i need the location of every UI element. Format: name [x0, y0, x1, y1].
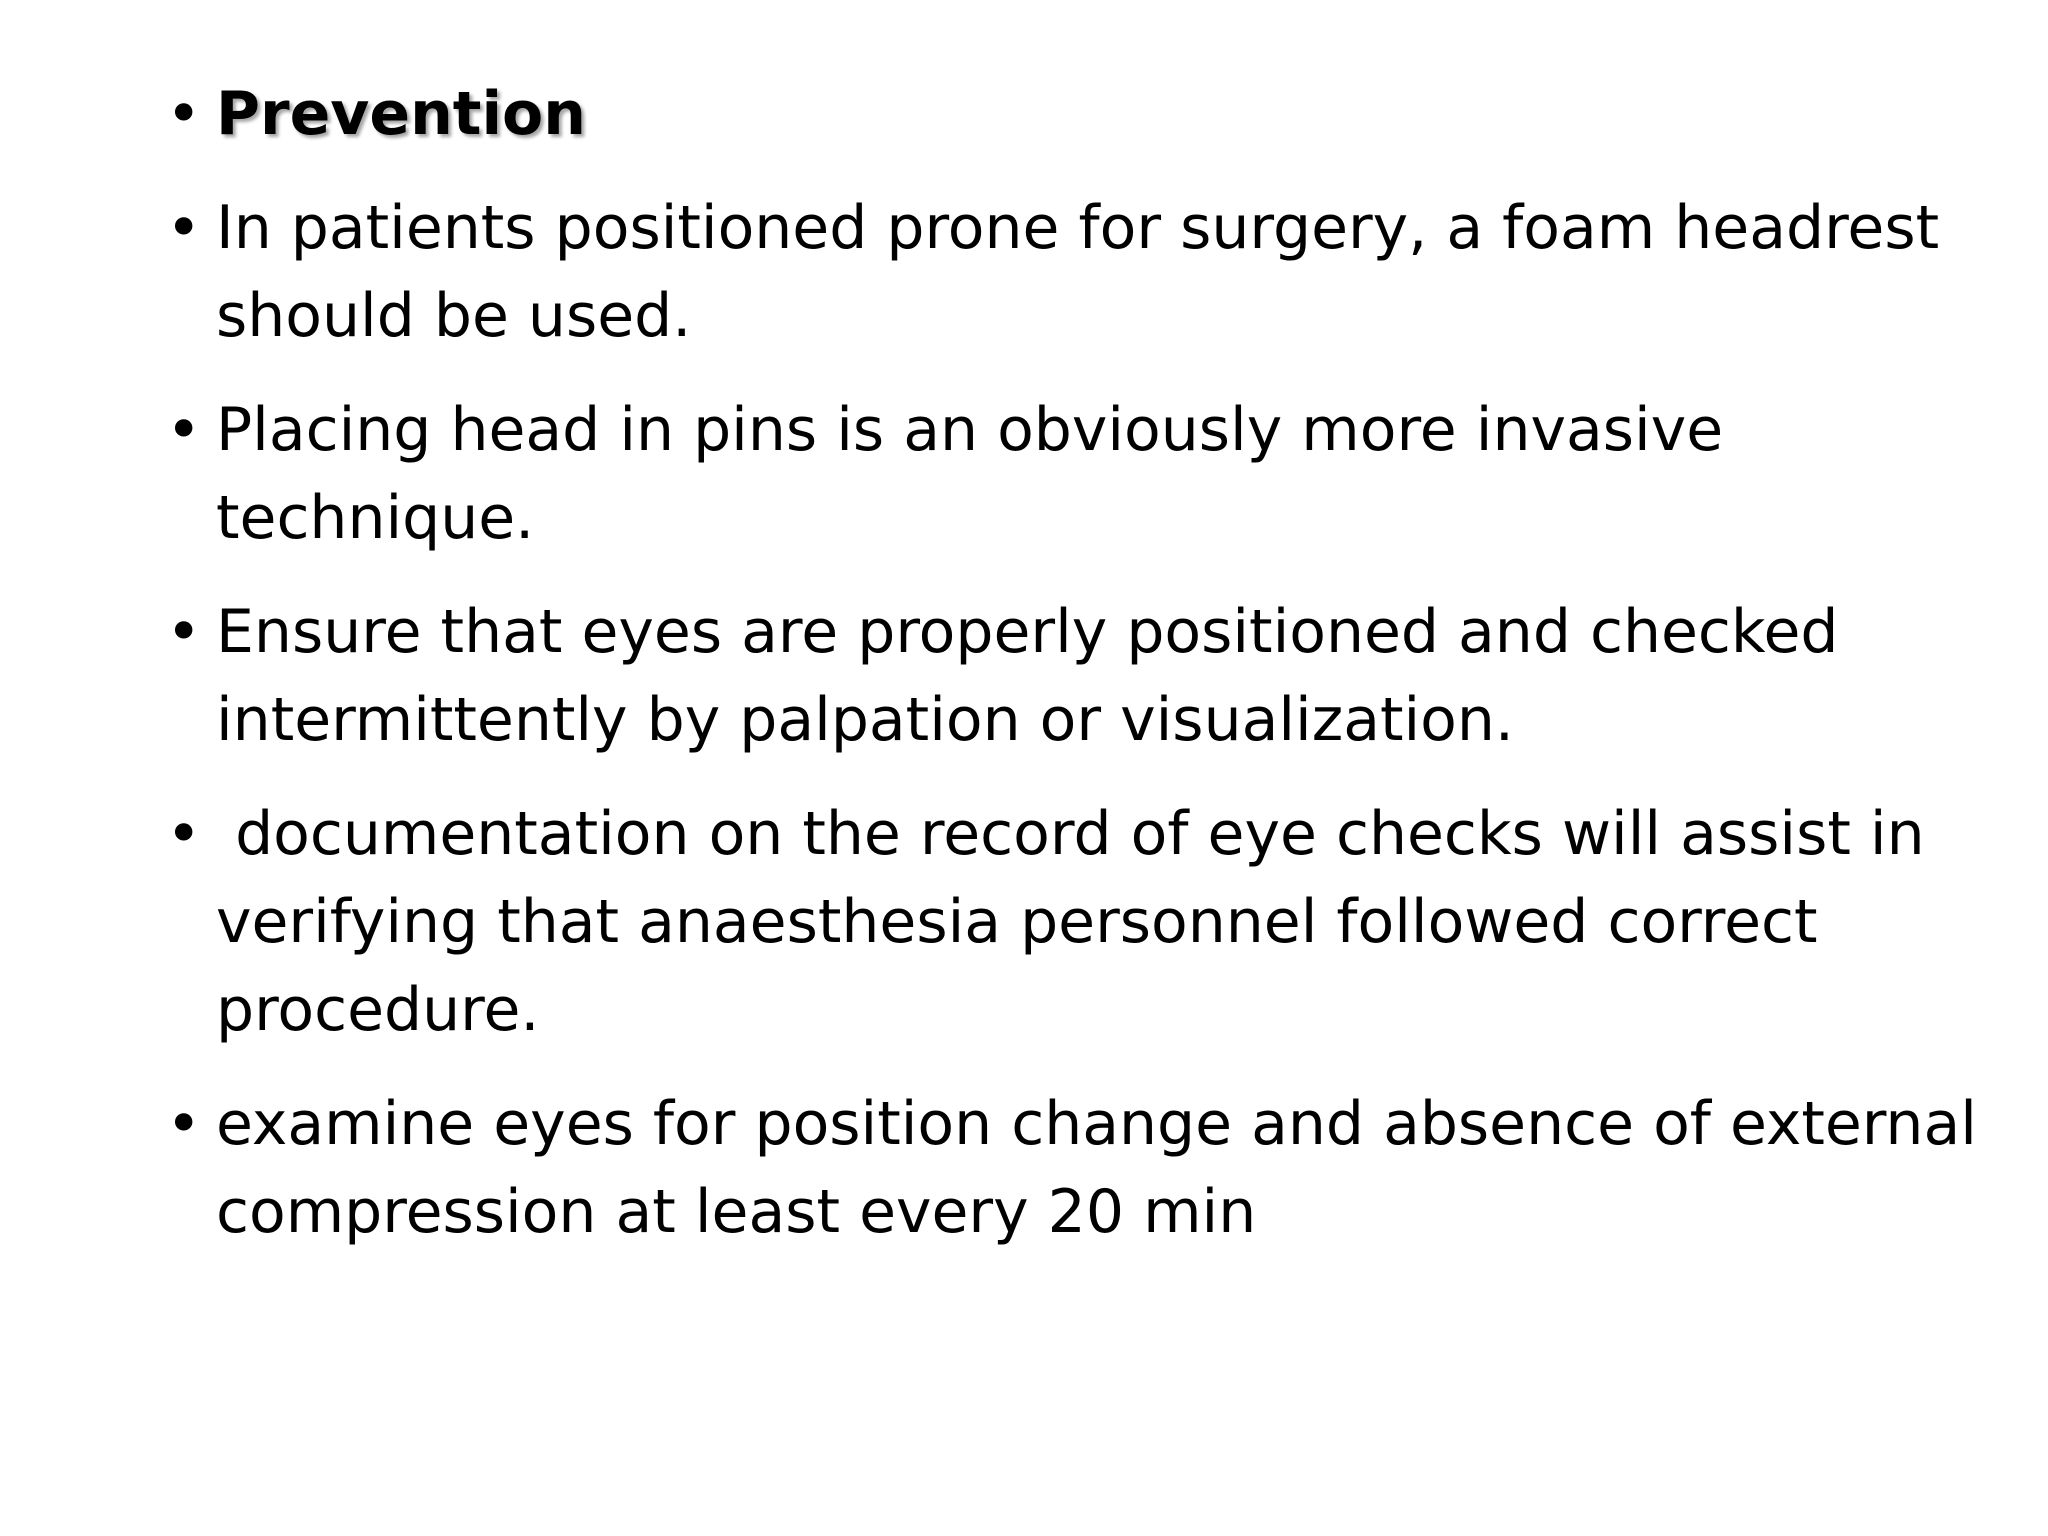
bullet-dot-icon: • [166, 799, 202, 869]
bullet-item [160, 386, 2000, 562]
bullet-text: documentation on the record of eye checks will assist in verifying that anaesthesia personnel followed correct procedure. [216, 799, 1944, 1045]
slide-heading: Prevention [216, 79, 586, 149]
bullet-heading-item [160, 70, 2000, 158]
bullet-dot-icon: • [166, 193, 202, 263]
bullet-text: Placing head in pins is an obviously more invasive technique. [216, 395, 1724, 553]
bullet-item [160, 184, 2000, 360]
bullet-list [160, 70, 2000, 1256]
bullet-text: In patients positioned prone for surgery, a foam headrest should be used. [216, 193, 1940, 351]
bullet-text: Ensure that eyes are properly positioned and checked intermittently by palpation or visualization. [216, 597, 1839, 755]
bullet-dot-icon: • [166, 79, 202, 149]
bullet-text: examine eyes for position change and absence of external compression at least every 20 min [216, 1089, 1977, 1247]
bullet-item [160, 790, 2000, 1054]
bullet-item [160, 588, 2000, 764]
bullet-item [160, 1080, 2000, 1256]
bullet-dot-icon: • [166, 1089, 202, 1159]
bullet-dot-icon: • [166, 395, 202, 465]
bullet-dot-icon: • [166, 597, 202, 667]
